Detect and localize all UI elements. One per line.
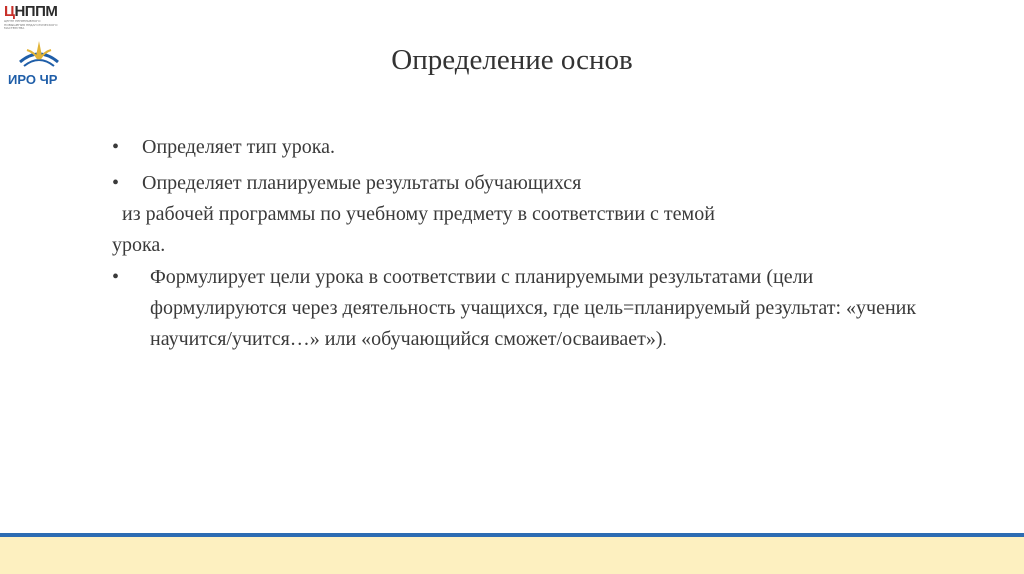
slide-content bbox=[112, 132, 932, 357]
cnppm-logo-text: ЦНППМ bbox=[4, 3, 58, 20]
bullet-item bbox=[112, 262, 932, 357]
bullet-marker: • bbox=[112, 266, 120, 288]
bullet-text-line-3: урока. bbox=[112, 234, 166, 256]
bullet-text: Определяет тип урока. bbox=[142, 136, 336, 158]
bullet-item bbox=[112, 168, 932, 261]
bullet-text bbox=[112, 262, 932, 357]
iro-logo-text: ИРО ЧР bbox=[8, 72, 58, 87]
bullet-text-line-1: Определяет планируемые результаты обучающихся bbox=[142, 172, 582, 194]
bullet-text-main: Формулирует цели урока в соответствии с планируемыми результатами (цели формулируются через деятельность учащихся, где цель=планируемый результат: «ученик научится/учится…» или «обучающийся сможет/осваивает») bbox=[150, 266, 917, 350]
cnppm-logo bbox=[4, 4, 62, 30]
bullet-text-tail: . bbox=[662, 333, 667, 349]
bullet-marker: • bbox=[112, 172, 120, 194]
bullet-text-line-2: из рабочей программы по учебному предмету в соответствии с темой bbox=[122, 203, 715, 225]
cnppm-logo-subtitle: ЦЕНТР НЕПРЕРЫВНОГО ПОВЫШЕНИЯ ПЕДАГОГИЧЕСКОГО МАСТЕРСТВА bbox=[4, 19, 58, 30]
slide-title: Определение основ bbox=[391, 44, 633, 76]
bullet-item bbox=[112, 132, 932, 163]
bullet-marker: • bbox=[112, 136, 120, 158]
footer-band bbox=[0, 537, 1024, 574]
